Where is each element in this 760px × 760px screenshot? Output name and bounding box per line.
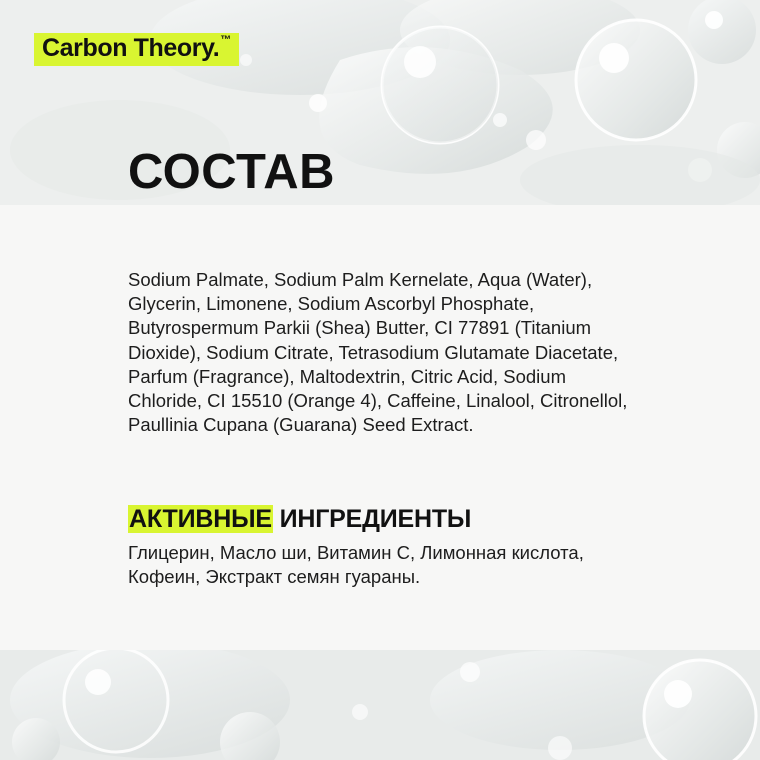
active-ingredients-section — [128, 505, 648, 589]
brand-name: Carbon Theory. — [42, 34, 220, 62]
active-ingredients-text: Глицерин, Масло ши, Витамин С, Лимонная кислота, Кофеин, Экстракт семян гуараны. — [128, 541, 584, 587]
brand-logo — [34, 33, 239, 66]
ingredients-text: Sodium Palmate, Sodium Palm Kernelate, Aqua (Water), Glycerin, Limonene, Sodium Ascorbyl Phosphate, Butyrospermum Parkii (Shea) Butter, CI 77891 (Titanium Dioxide), Sodium Citrate, Tetrasodium Glutamate Diacetate, Parfum (Fragrance), Maltodextrin, Citric Acid, Sodium Chloride, CI 15510 (Orange 4), Caffeine, Linalool, Citronellol, Paullinia Cupana (Guarana) Seed Extract. — [128, 269, 628, 436]
active-ingredients-title-highlight: АКТИВНЫЕ — [129, 505, 272, 533]
active-ingredients-title-rest: ИНГРЕДИЕНТЫ — [272, 505, 472, 533]
ingredients-section — [128, 268, 628, 438]
active-ingredients-title — [128, 505, 648, 534]
trademark-symbol: ™ — [220, 34, 232, 46]
page-title: СОСТАВ — [128, 144, 336, 199]
